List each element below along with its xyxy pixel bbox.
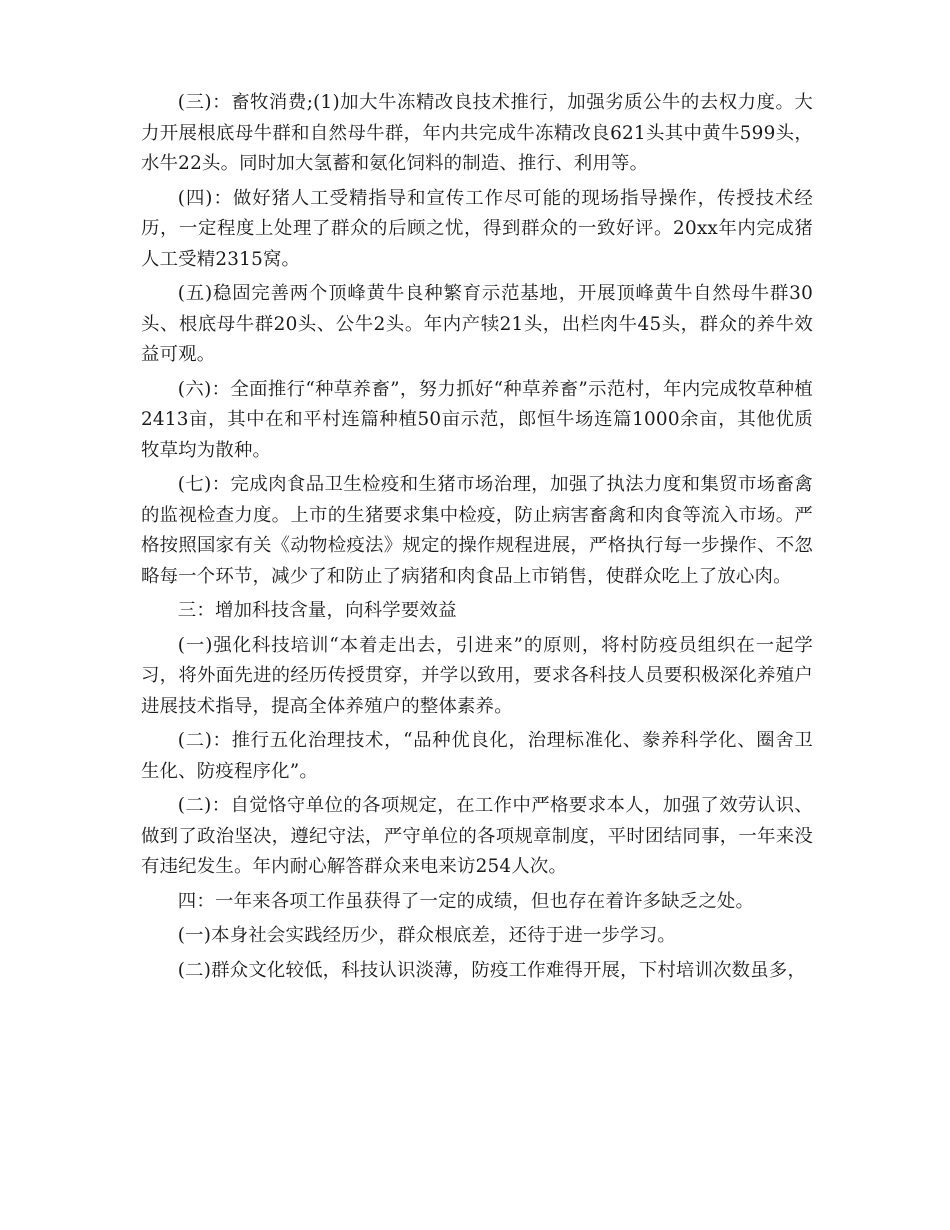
section-heading-technology: 三：增加科技含量，向科学要效益	[177, 600, 457, 621]
paragraph-tech-training: (一)强化科技培训“本着走出去，引进来”的原则，将村防疫员组织在一起学习，将外面先进的经历传授贯穿，并学以致用，要求各科技人员要积极深化养殖户进展技术指导，提高全体养殖户的整体素养。	[141, 634, 813, 717]
paragraph-cattle-breeding-base: (五)稳固完善两个顶峰黄牛良种繁育示范基地，开展顶峰黄牛自然母牛群30头、根底母牛群20头、公牛2头。年内产犊21头，出栏肉牛45头，群众的养牛效益可观。	[141, 283, 813, 365]
paragraph-pig-insemination: (四)：做好猪人工受精指导和宣传工作尽可能的现场指导操作，传授技术经历，一定程度上处理了群众的后顾之忧，得到群众的一致好评。20xx年内完成猪人工受精2315窝。	[141, 187, 813, 270]
paragraph-experience: (一)本身社会实践经历少，群众根底差，还待于进一步学习。	[177, 925, 676, 946]
section-heading-shortcomings: 四：一年来各项工作虽获得了一定的成绩，但也存在着许多缺乏之处。	[177, 890, 755, 912]
paragraph-grass-planting: (六)：全面推行“种草养畜”，努力抓好“种草养畜”示范村，年内完成牧草种植2413亩，其中在和平村连篇种植50亩示范，郎恒牛场连篇1000余亩，其他优质牧草均为散种。	[141, 378, 813, 461]
paragraph-culture-level: (二)群众文化较低，科技认识淡薄，防疫工作难得开展，下村培训次数虽多，	[177, 959, 807, 981]
paragraph-livestock-production: (三)：畜牧消费;(1)加大牛冻精改良技术推行，加强劣质公牛的去权力度。大力开展根底母牛群和自然母牛群，年内共完成牛冻精改良621头其中黄牛599头，水牛22头。同时加大氢蓄和氨化饲料的制造、推行、利用等。	[141, 92, 813, 174]
paragraph-discipline: (二)：自觉恪守单位的各项规定，在工作中严格要求本人，加强了效劳认识、做到了政治坚决，遵纪守法，严守单位的各项规章制度，平时团结同事，一年来没有违纪发生。年内耐心解答群众来电来访254人次。	[141, 795, 813, 877]
paragraph-five-management: (二)：推行五化治理技术，“品种优良化，治理标准化、豢养科学化、圈舍卫生化、防疫程序化”。	[141, 730, 813, 782]
document-body	[141, 88, 813, 990]
paragraph-meat-inspection: (七)：完成肉食品卫生检疫和生猪市场治理，加强了执法力度和集贸市场畜禽的监视检查力度。上市的生猪要求集中检疫，防止病害畜禽和肉食等流入市场。严格按照国家有关《动物检疫法》规定的操作规程进展，严格执行每一步操作、不忽略每一个环节，减少了和防止了病猪和肉食品上市销售，使群众吃上了放心肉。	[141, 474, 813, 587]
